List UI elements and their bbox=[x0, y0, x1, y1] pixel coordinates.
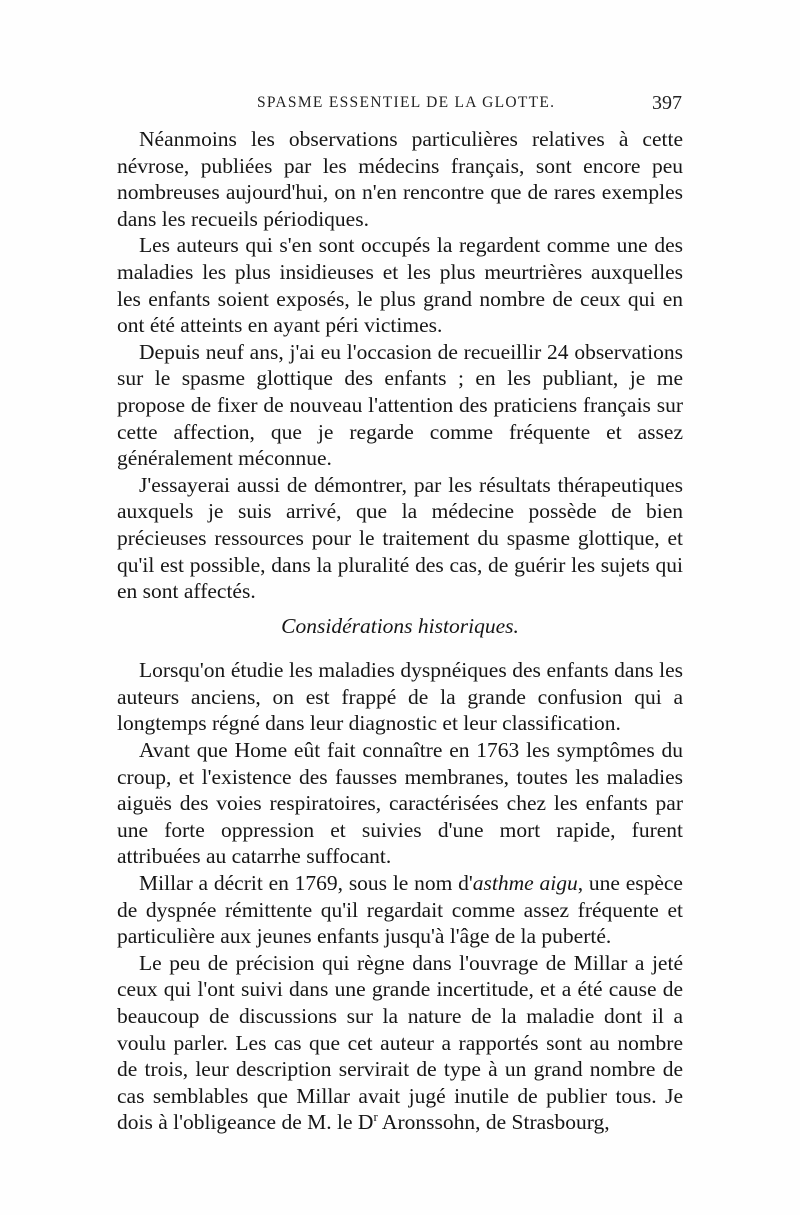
text-run: Aronssohn, de Strasbourg, bbox=[377, 1110, 610, 1135]
running-title: SPASME ESSENTIEL DE LA GLOTTE. bbox=[257, 94, 556, 111]
superscript: r bbox=[373, 1110, 378, 1125]
text-run: Millar a décrit en 1769, sous le nom d' bbox=[139, 871, 473, 896]
paragraph-last bbox=[117, 950, 683, 1136]
paragraph: Néanmoins les observations particulières relatives à cette névrose, publiées par les médecins français, sont encore peu nombreuses aujourd'hui, on n'en rencontre que de rares exemples dans les recueils périodiques. bbox=[117, 127, 683, 231]
page-number: 397 bbox=[652, 92, 682, 114]
body-text bbox=[117, 126, 683, 1136]
paragraph: J'essayerai aussi de démontrer, par les résultats thérapeutiques auxquels je suis arrivé, que la médecine possède de bien précieuses ressources pour le traitement du spasme glottique, et qu'il est possible, dans la pluralité des cas, de guérir les sujets qui en sont affectés. bbox=[117, 472, 683, 604]
text-run: , une espèce de dyspnée rémittente qu'il regardait comme assez fréquente et particulière aux jeunes enfants jusqu'à l'âge de la puberté. bbox=[117, 871, 683, 949]
text-run: Le peu de précision qui règne dans l'ouvrage de Millar a jeté ceux qui l'ont suivi dans une grande incertitude, et a été cause de beaucoup de discussions sur la nature de la maladie dont il a voulu parler. Les cas que cet auteur a rapportés sont au nombre de trois, leur description servirait de type à un grand nombre de cas semblables que Millar avait jugé inutile de publier tous. Je dois à l'obligeance de M. le D bbox=[117, 950, 683, 1135]
paragraph: Depuis neuf ans, j'ai eu l'occasion de recueillir 24 observations sur le spasme glottique des enfants ; en les publiant, je me propose de fixer de nouveau l'attention des praticiens français sur cette affection, que je regarde comme fréquente et assez généralement méconnue. bbox=[117, 339, 683, 471]
paragraph-millar bbox=[117, 870, 683, 950]
section-heading: Considérations historiques. bbox=[281, 613, 519, 638]
paragraph: Lorsqu'on étudie les maladies dyspnéiques des enfants dans les auteurs anciens, on est frappé de la grande confusion qui a longtemps régné dans leur diagnostic et leur classification. bbox=[117, 658, 683, 736]
paragraph: Les auteurs qui s'en sont occupés la regardent comme une des maladies les plus insidieuses et les plus meurtrières auxquelles les enfants soient exposés, le plus grand nombre de ceux qui en ont été atteints en ayant péri victimes. bbox=[117, 233, 683, 338]
paragraph: Avant que Home eût fait connaître en 1763 les symptômes du croup, et l'existence des fausses membranes, toutes les maladies aiguës des voies respiratoires, caractérisées chez les enfants par une forte oppression et suivies d'une mort rapide, furent attribuées au catarrhe suffocant. bbox=[117, 738, 683, 869]
italic-term: asthme aigu bbox=[472, 871, 578, 896]
running-head bbox=[117, 94, 682, 120]
